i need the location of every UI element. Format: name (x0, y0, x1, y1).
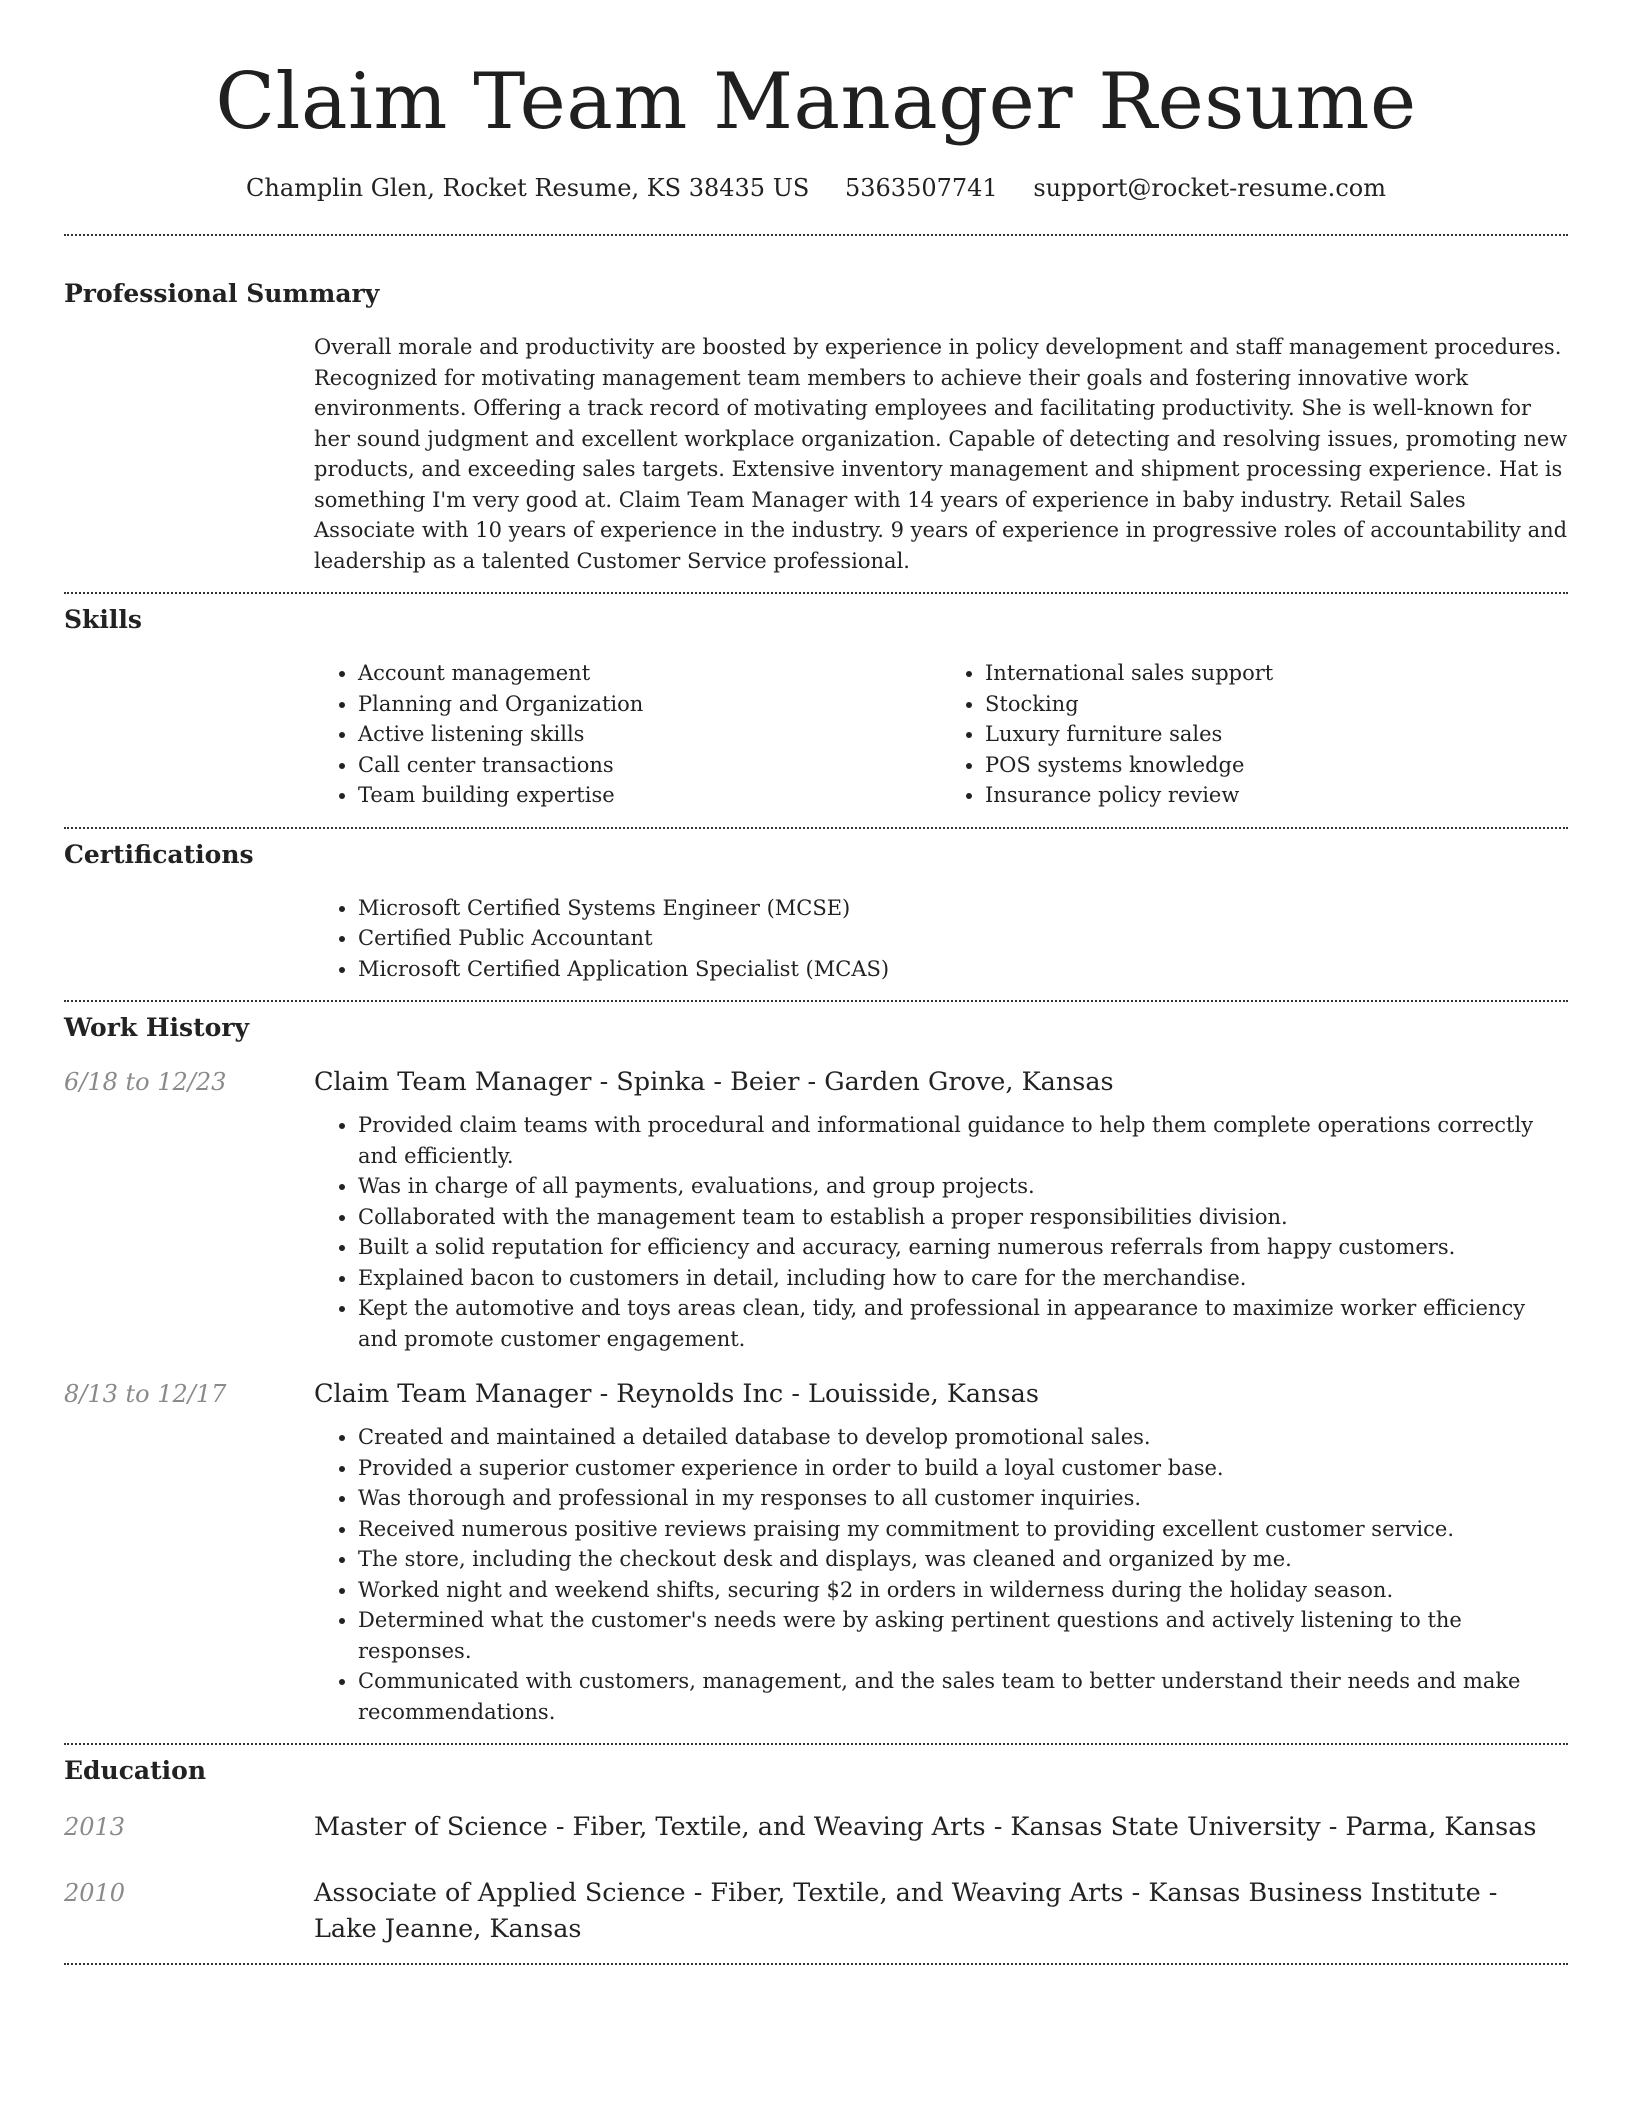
skill-item: • Luxury furniture sales (985, 719, 1568, 750)
section-heading: Skills (64, 605, 142, 634)
job-bullet: • Determined what the customer's needs were by asking pertinent questions and actively listening to the responses. (358, 1605, 1568, 1666)
education-year: 2010 (64, 1879, 126, 1907)
job-bullet: • Was in charge of all payments, evaluations, and group projects. (358, 1171, 1568, 1202)
skill-item: • International sales support (985, 658, 1568, 689)
contact-email: support@rocket-resume.com (1033, 174, 1386, 202)
skill-item: • Planning and Organization (358, 689, 941, 720)
skill-item: • Team building expertise (358, 780, 941, 811)
education-degree: Associate of Applied Science - Fiber, Textile, and Weaving Arts - Kansas Business Institute - Lake Jeanne, Kansas (314, 1878, 1498, 1944)
job-bullet: • Explained bacon to customers in detail, including how to care for the merchandise. (358, 1263, 1568, 1294)
job-bullet: • Communicated with customers, management, and the sales team to better understand their needs and make recommendations. (358, 1666, 1568, 1727)
certifications-list (314, 893, 1568, 985)
job-bullet: • Provided claim teams with procedural and informational guidance to help them complete operations correctly and efficiently. (358, 1110, 1568, 1171)
section-heading: Work History (64, 1013, 250, 1042)
resume-title: Claim Team Manager Resume (215, 57, 1417, 147)
job-title: Claim Team Manager - Reynolds Inc - Louisside, Kansas (314, 1379, 1039, 1409)
skill-item: • Insurance policy review (985, 780, 1568, 811)
divider (64, 1963, 1568, 1965)
job-header (64, 1064, 1568, 1100)
skill-item: • Call center transactions (358, 750, 941, 781)
skills-grid (314, 658, 1568, 811)
job-dates: 8/13 to 12/17 (64, 1380, 227, 1408)
job-bullet: • Worked night and weekend shifts, securing $2 in orders in wilderness during the holiday season. (358, 1575, 1568, 1606)
job-bullet: • Created and maintained a detailed database to develop promotional sales. (358, 1422, 1568, 1453)
skill-item: • Stocking (985, 689, 1568, 720)
contact-phone: 5363507741 (845, 174, 998, 202)
certification-item: • Microsoft Certified Systems Engineer (MCSE) (358, 893, 1568, 924)
section-heading: Certifications (64, 839, 254, 869)
job-entry (64, 1376, 1568, 1727)
certifications-body (314, 893, 1568, 985)
skills-list-left (314, 658, 941, 811)
section-heading: Professional Summary (64, 279, 380, 308)
summary-section (64, 236, 1568, 576)
education-section (64, 1745, 1568, 1947)
skills-section (64, 594, 1568, 811)
job-bullet: • Provided a superior customer experience in order to build a loyal customer base. (358, 1453, 1568, 1484)
job-title: Claim Team Manager - Spinka - Beier - Garden Grove, Kansas (314, 1067, 1114, 1097)
job-bullet: • Kept the automotive and toys areas clean, tidy, and professional in appearance to maximize worker efficiency and promote customer engagement. (358, 1293, 1568, 1354)
job-entry (64, 1064, 1568, 1354)
education-entry (64, 1809, 1568, 1845)
job-bullet: • Was thorough and professional in my responses to all customer inquiries. (358, 1483, 1568, 1514)
section-heading: Education (64, 1756, 207, 1785)
education-degree: Master of Science - Fiber, Textile, and Weaving Arts - Kansas State University - Parma, Kansas (314, 1812, 1537, 1842)
education-entry (64, 1875, 1568, 1947)
summary-body (314, 332, 1568, 576)
certification-item: • Certified Public Accountant (358, 923, 1568, 954)
summary-text: Overall morale and productivity are boosted by experience in policy development and staff management procedures. Recognized for motivating management team members to achieve their goals and fostering innovative work environments. Offering a track record of motivating employees and facilitating productivity. She is well-known for her sound judgment and excellent workplace organization. Capable of detecting and resolving issues, promoting new products, and exceeding sales targets. Extensive inventory management and shipment processing experience. Hat is something I'm very good at. Claim Team Manager with 14 years of experience in baby industry. Retail Sales Associate with 10 years of experience in the industry. 9 years of experience in progressive roles of accountability and leadership as a talented Customer Service professional. (314, 335, 1568, 573)
job-bullet: • The store, including the checkout desk and displays, was cleaned and organized by me. (358, 1544, 1568, 1575)
contact-line (64, 172, 1568, 204)
skills-list-right (941, 658, 1568, 811)
job-bullet: • Collaborated with the management team to establish a proper responsibilities division. (358, 1202, 1568, 1233)
job-bullet: • Received numerous positive reviews praising my commitment to providing excellent customer service. (358, 1514, 1568, 1545)
job-header (64, 1376, 1568, 1412)
skill-item: • Account management (358, 658, 941, 689)
work-history-section (64, 1002, 1568, 1727)
skill-item: • POS systems knowledge (985, 750, 1568, 781)
education-year: 2013 (64, 1813, 126, 1841)
skill-item: • Active listening skills (358, 719, 941, 750)
contact-address: Champlin Glen, Rocket Resume, KS 38435 US (246, 174, 810, 202)
job-bullets (314, 1422, 1568, 1727)
certifications-section (64, 829, 1568, 985)
job-body (314, 1422, 1568, 1727)
certification-item: • Microsoft Certified Application Specialist (MCAS) (358, 954, 1568, 985)
job-bullets (314, 1110, 1568, 1354)
job-bullet: • Built a solid reputation for efficiency and accuracy, earning numerous referrals from happy customers. (358, 1232, 1568, 1263)
job-dates: 6/18 to 12/23 (64, 1068, 227, 1096)
job-body (314, 1110, 1568, 1354)
